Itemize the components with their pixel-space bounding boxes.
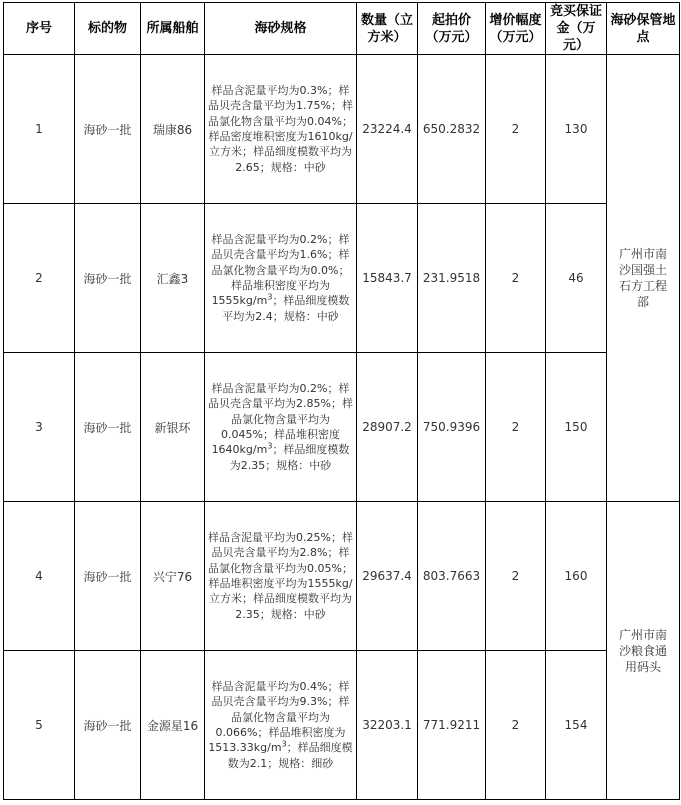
cell-index: 1	[4, 55, 75, 204]
cell-ship: 汇鑫3	[141, 204, 205, 353]
cell-step: 2	[486, 204, 546, 353]
cell-location-group-2	[607, 502, 680, 800]
cell-price: 771.9211	[418, 651, 486, 800]
location-line: 石方工程	[618, 279, 667, 293]
spec-text: ；样品细度模数为2.1；规格：细砂	[227, 741, 353, 770]
header-ship: 所属船舶	[141, 3, 205, 55]
header-spec: 海砂规格	[205, 3, 357, 55]
cell-qty: 32203.1	[357, 651, 418, 800]
cell-deposit: 160	[546, 502, 607, 651]
header-row	[4, 3, 680, 55]
cell-item: 海砂一批	[75, 204, 141, 353]
cell-step: 2	[486, 353, 546, 502]
cell-deposit: 130	[546, 55, 607, 204]
cell-price: 803.7663	[418, 502, 486, 651]
table-row	[4, 502, 680, 651]
location-line: 广州市南	[618, 627, 667, 642]
cell-price: 750.9396	[418, 353, 486, 502]
table-row	[4, 651, 680, 800]
cell-spec	[205, 353, 357, 502]
cell-deposit: 150	[546, 353, 607, 502]
cell-index: 2	[4, 204, 75, 353]
table-row	[4, 353, 680, 502]
header-price: 起拍价（万元）	[418, 3, 486, 55]
header-step: 增价幅度（万元）	[486, 3, 546, 55]
cell-spec: 样品含泥量平均为0.3%；样品贝壳含量平均为1.75%；样品氯化物含量平均为0.04%；样品密度堆积密度为1610kg/立方米；样品细度模数平均为2.65；规格：中砂	[205, 55, 357, 204]
header-location: 海砂保管地点	[607, 3, 680, 55]
cell-item: 海砂一批	[75, 55, 141, 204]
header-qty: 数量（立方米）	[357, 3, 418, 55]
auction-table-container	[3, 2, 680, 800]
superscript: 3	[267, 441, 273, 451]
superscript: 3	[267, 292, 273, 302]
cell-qty: 28907.2	[357, 353, 418, 502]
cell-qty: 29637.4	[357, 502, 418, 651]
location-line: 用码头	[624, 659, 661, 674]
cell-price: 231.9518	[418, 204, 486, 353]
header-index: 序号	[4, 3, 75, 55]
cell-ship: 新银环	[141, 353, 205, 502]
cell-item: 海砂一批	[75, 353, 141, 502]
location-line: 广州市南	[618, 247, 667, 261]
spec-text: 样品含泥量平均为0.2%；样品贝壳含量平均为2.85%；样品氯化物含量平均为0.045%；样品堆积密度1640kg/m	[208, 381, 353, 457]
cell-item: 海砂一批	[75, 651, 141, 800]
cell-step: 2	[486, 651, 546, 800]
location-line: 部	[636, 295, 649, 309]
spec-text: ；样品细度模数为2.35；规格：中砂	[229, 443, 350, 472]
cell-index: 4	[4, 502, 75, 651]
cell-step: 2	[486, 502, 546, 651]
cell-index: 3	[4, 353, 75, 502]
cell-spec	[205, 204, 357, 353]
superscript: 3	[281, 739, 287, 749]
cell-ship: 瑞康86	[141, 55, 205, 204]
cell-spec: 样品含泥量平均为0.25%；样品贝壳含量平均为2.8%；样品氯化物含量平均为0.05%；样品堆积密度平均为1555kg/立方米；样品细度模数平均为2.35；规格：中砂	[205, 502, 357, 651]
cell-spec	[205, 651, 357, 800]
sea-sand-auction-table	[3, 2, 680, 800]
cell-qty: 23224.4	[357, 55, 418, 204]
cell-index: 5	[4, 651, 75, 800]
cell-step: 2	[486, 55, 546, 204]
location-line: 沙国强土	[618, 263, 667, 277]
header-deposit: 竞买保证金（万元）	[546, 3, 607, 55]
cell-ship: 金源星16	[141, 651, 205, 800]
cell-location-group-1	[607, 55, 680, 502]
table-row	[4, 55, 680, 204]
header-item: 标的物	[75, 3, 141, 55]
cell-ship: 兴宁76	[141, 502, 205, 651]
cell-qty: 15843.7	[357, 204, 418, 353]
cell-price: 650.2832	[418, 55, 486, 204]
cell-deposit: 46	[546, 204, 607, 353]
spec-text: ；样品细度模数平均为2.4；规格：中砂	[222, 294, 350, 323]
table-row	[4, 204, 680, 353]
cell-deposit: 154	[546, 651, 607, 800]
location-line: 沙粮食通	[618, 643, 667, 658]
cell-item: 海砂一批	[75, 502, 141, 651]
spec-text: 样品含泥量平均为0.4%；样品贝壳含量平均为9.3%；样品氯化物含量平均为0.066%；样品堆积密度为1513.33kg/m	[208, 679, 350, 755]
spec-text: 样品含泥量平均为0.2%；样品贝壳含量平均为1.6%；样品氯化物含量平均为0.0%；样品堆积密度平均为1555kg/m	[211, 232, 350, 308]
